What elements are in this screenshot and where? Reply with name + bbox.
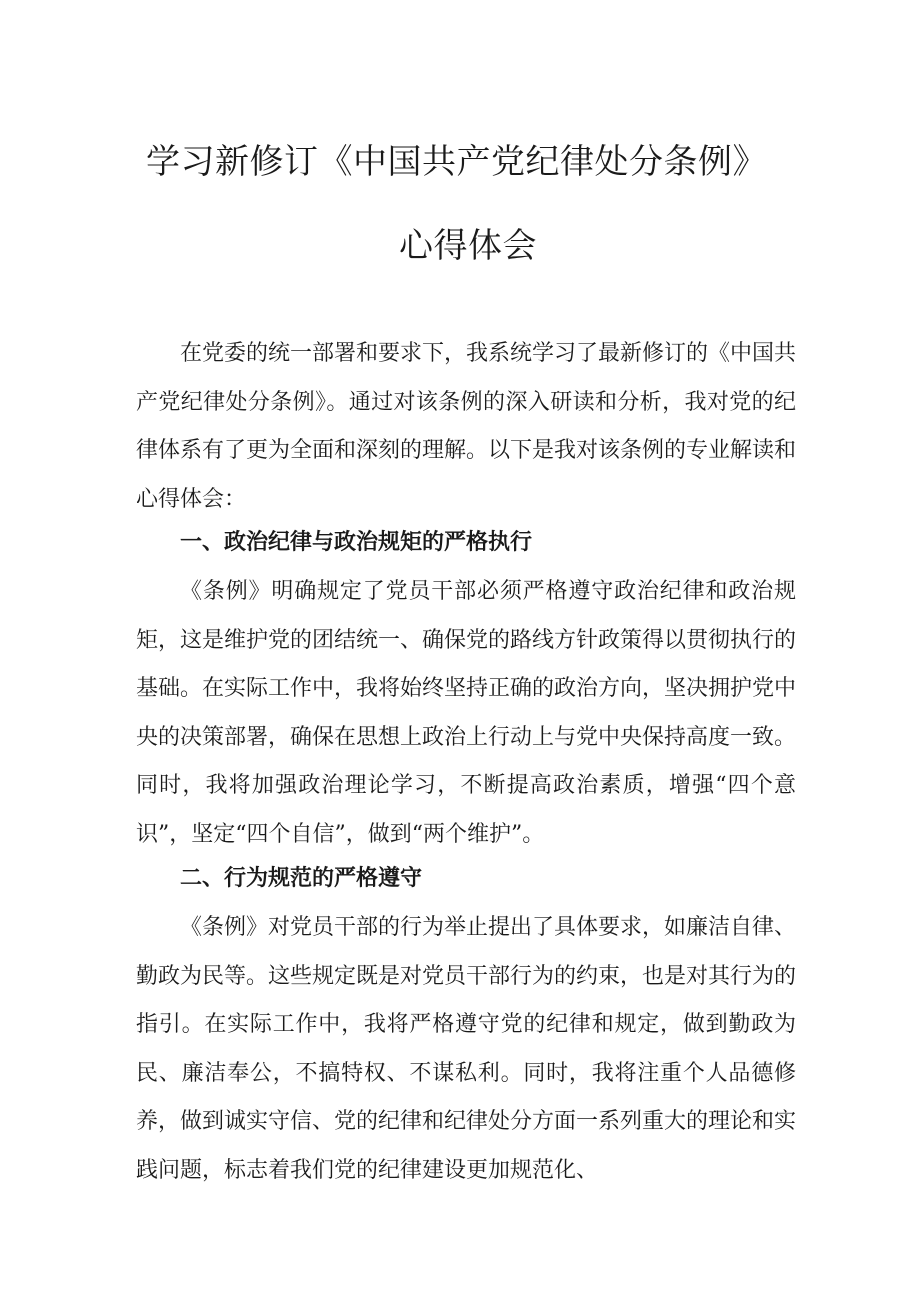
section-2-paragraph: 《条例》对党员干部的行为举止提出了具体要求，如廉洁自律、勤政为民等。这些规定既是对党员干部行为的约束，也是对其行为的指引。在实际工作中，我将严格遵守党的纪律和规定，做到勤政为民、廉洁奉公，不搞特权、不谋私利。同时，我将注重个人品德修养，做到诚实守信、党的纪律和纪律处分方面一系列重大的理论和实践问题，标志着我们党的纪律建设更加规范化、 bbox=[136, 915, 797, 1183]
section-2-heading: 二、行为规范的严格遵守 bbox=[180, 866, 423, 891]
section-1-heading: 一、政治纪律与政治规矩的严格执行 bbox=[180, 530, 533, 555]
intro-paragraph: 在党委的统一部署和要求下，我系统学习了最新修订的《中国共产党纪律处分条例》。通过对该条例的深入研读和分析，我对党的纪律体系有了更为全面和深刻的理解。以下是我对该条例的专业解读和心得体会： bbox=[136, 341, 797, 512]
section-1-paragraph: 《条例》明确规定了党员干部必须严格遵守政治纪律和政治规矩，这是维护党的团结统一、确保党的路线方针政策得以贯彻执行的基础。在实际工作中，我将始终坚持正确的政治方向，坚决拥护党中央的决策部署，确保在思想上政治上行动上与党中央保持高度一致。同时，我将加强政治理论学习，不断提高政治素质，增强“四个意识”，坚定“四个自信”，做到“两个维护”。 bbox=[136, 579, 797, 847]
document-title: 学习新修订《中国共产党纪律处分条例》 bbox=[146, 142, 767, 182]
document-subtitle: 心得体会 bbox=[399, 226, 537, 266]
